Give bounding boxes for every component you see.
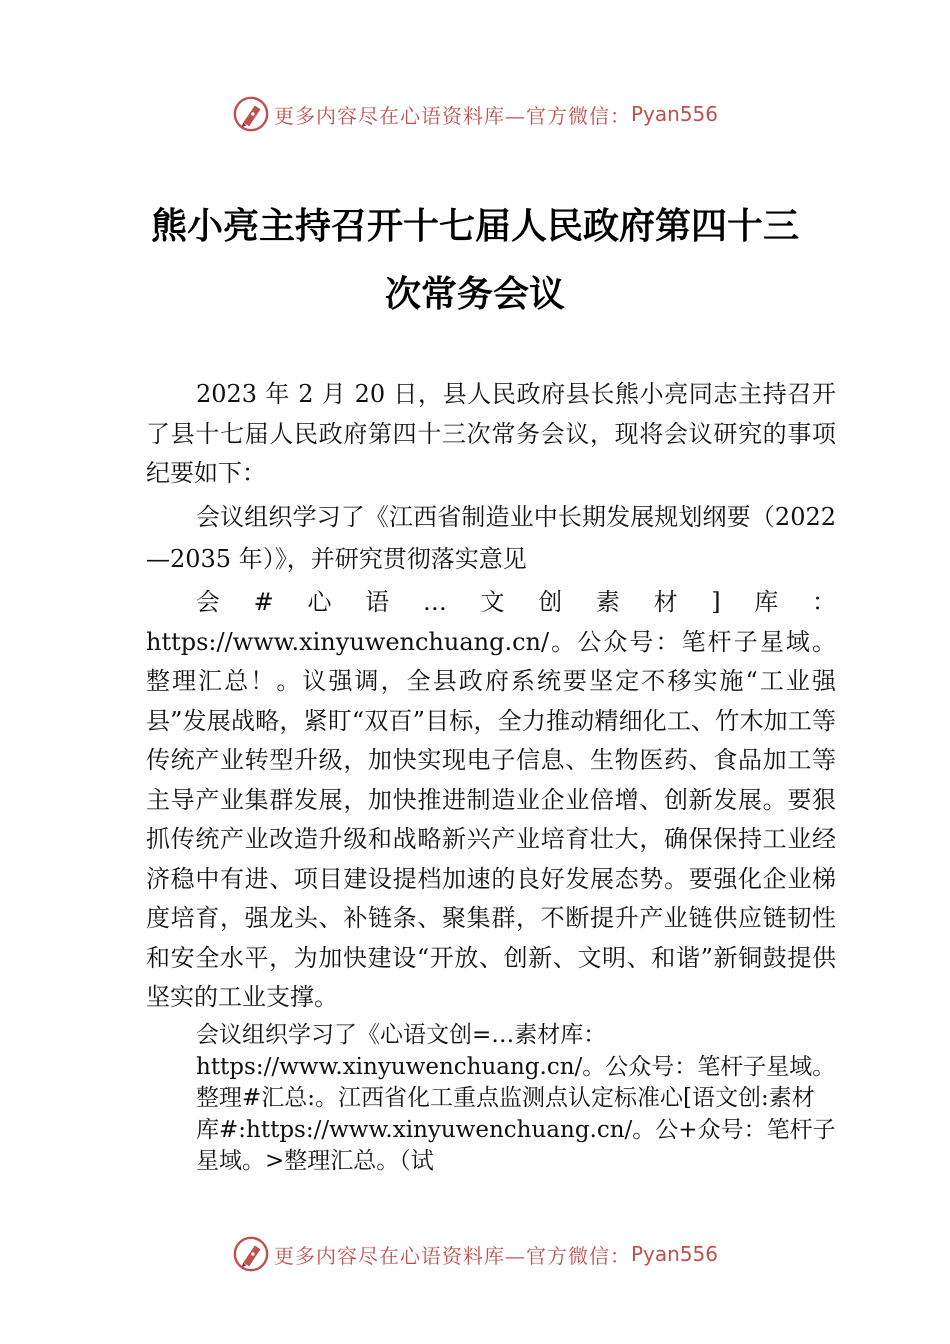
paragraph-text: 会#心语…文创素材]库：https://www.xinyuwenchuang.cn/。公众号：笔杆子星域。整理汇总！。议强调，全县政府系统要坚定不移实施“工业强县”发展战略，紧盯“双百”目标，全力推动精细化工、竹木加工等传统产业转型升级，加快实现电子信息、生物医药、食品加工等主导产业集群发展，加快推进制造业企业倍增、创新发展。要狠抓传统产业改造升级和战略新兴产业培育壮大，确保保持工业经济稳中有进、项目建设提档加速的良好发展态势。要强化企业梯度培育，强龙头、补链条、聚集群，不断提升产业链供应链韧性和安全水平，为加快建设“开放、创新、文明、和谐”新铜鼓提供坚实的工业支撑。 <box>146 588 836 1011</box>
paragraph-study-plan <box>146 496 836 580</box>
document-title-line-2: 次常务会议 <box>384 274 565 315</box>
banner-text: 更多内容尽在心语资料库—官方微信： <box>273 1243 631 1268</box>
paragraph-meeting-emphasis <box>146 583 836 1018</box>
paragraph-text: 2023 年 2 月 20 日，县人民政府县长熊小亮同志主持召开了县十七届人民政府第四十三次常务会议，现将会议研究的事项纪要如下： <box>146 380 836 487</box>
paragraph-intro <box>146 375 836 494</box>
wechat-id: Pyan556 <box>630 102 718 126</box>
footer-banner <box>0 1234 950 1274</box>
document-title-line-1: 熊小亮主持召开十七届人民政府第四十三 <box>150 206 799 247</box>
pen-nib-logo-icon <box>232 1235 270 1273</box>
wechat-id: Pyan556 <box>630 1242 718 1266</box>
paragraph-text: 会议组织学习了《心语文创=…素材库：https://www.xinyuwenchuang.cn/。公众号：笔杆子星域。整理#汇总:。江西省化工重点监测点认定标准心[语文创:素材库#:https://www.xinyuwenchuang.cn/。公+众号：笔杆子星域。>整理汇总。（试 <box>196 1022 836 1174</box>
banner-text: 更多内容尽在心语资料库—官方微信： <box>273 103 631 128</box>
paragraph-text: 会议组织学习了《江西省制造业中长期发展规划纲要（2022—2035 年）》，并研究贯彻落实意见 <box>146 503 836 573</box>
pen-nib-logo-icon <box>232 95 270 133</box>
paragraph-chemical-standard <box>196 1020 836 1178</box>
header-banner <box>0 94 950 134</box>
